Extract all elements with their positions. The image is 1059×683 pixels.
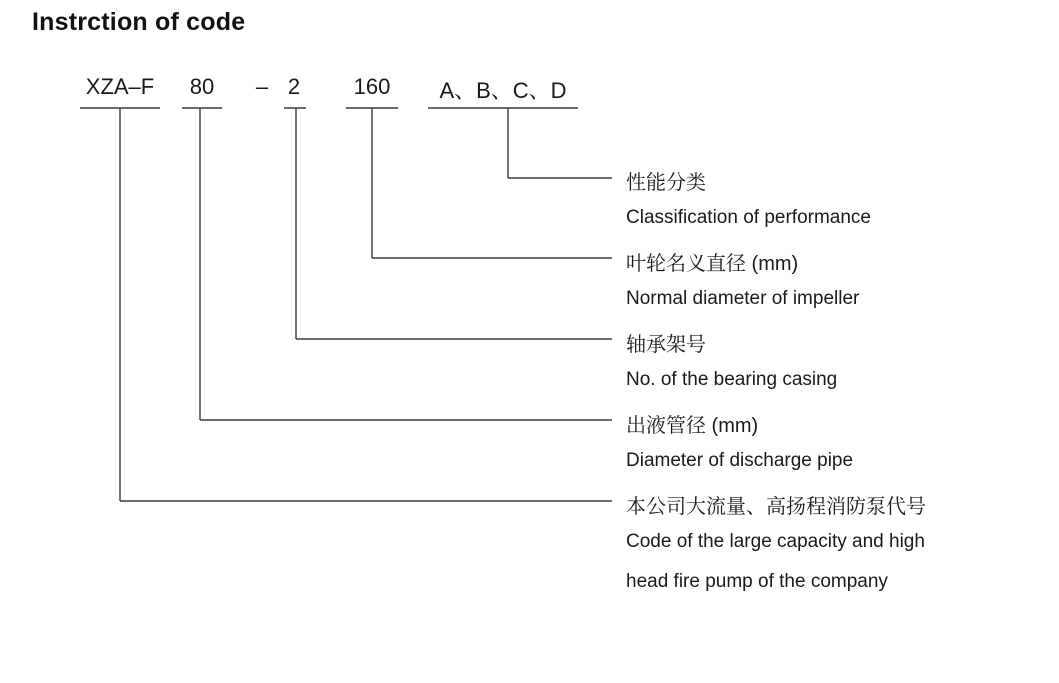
code-token: 160 bbox=[353, 74, 391, 99]
desc-discharge-en: Diameter of discharge pipe bbox=[626, 450, 854, 471]
page-title: Instrction of code bbox=[32, 8, 246, 36]
desc-performance-cn: 性能分类 bbox=[626, 172, 706, 194]
code-token: 80 bbox=[189, 74, 215, 99]
desc-performance-en: Classification of performance bbox=[626, 207, 871, 228]
code-token: 2 bbox=[287, 74, 301, 99]
desc-company-cn: 本公司大流量、高扬程消防泵代号 bbox=[626, 496, 926, 518]
desc-impeller-en: Normal diameter of impeller bbox=[626, 288, 860, 309]
desc-company-en-2: head fire pump of the company bbox=[626, 571, 888, 592]
code-token: A、B、C、D bbox=[439, 78, 567, 103]
desc-bearing-cn: 轴承架号 bbox=[626, 334, 706, 356]
desc-discharge-cn: 出液管径 (mm) bbox=[626, 415, 759, 437]
desc-company-en-1: Code of the large capacity and high bbox=[626, 531, 925, 552]
code-token: XZA–F bbox=[85, 74, 155, 99]
desc-bearing-en: No. of the bearing casing bbox=[626, 369, 838, 390]
code-token: – bbox=[255, 74, 269, 99]
desc-impeller-cn: 叶轮名义直径 (mm) bbox=[626, 253, 799, 275]
